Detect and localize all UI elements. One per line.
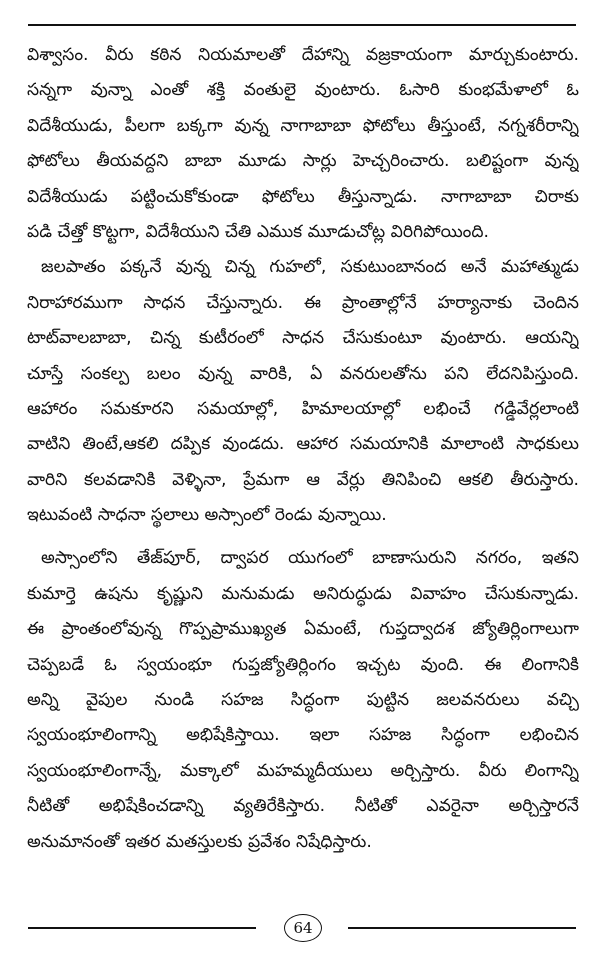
- body-text: [27, 38, 579, 860]
- text-line: నీటితో అభిషేకించడాన్ని వ్యతిరేకిస్తారు. నీటితో ఎవరైనా అర్చిస్తారనే: [27, 796, 579, 817]
- text-line: నిరాహారముగా సాధన చేస్తున్నారు. ఈ ప్రాంతాల్లోనే హర్యానాకు చెందిన: [27, 292, 579, 313]
- paragraph-1: [27, 38, 579, 250]
- text-line: అస్సాంలోని తేజ్‌పూర్, ద్వాపర యుగంలో బాణాసురుని నగరం, ఇతని: [41, 548, 579, 569]
- text-line: కుమార్తె ఉషను కృష్ణుని మనుమడు అనిరుద్ధుడు వివాహం చేసుకున్నాడు.: [27, 583, 579, 604]
- text-line: జలపాతం పక్కనే వున్న చిన్న గుహలో, సకుటుంబానంద అనే మహాత్ముడు: [41, 257, 579, 278]
- text-line: సన్నగా వున్నా ఎంతో శక్తి వంతులై వుంటారు. ఓసారి కుంభమేళాలో ఓ: [27, 80, 579, 101]
- text-line: విదేశీయుడు, పీలగా బక్కగా వున్న నాగాబాబా ఫోటోలు తీస్తుంటే, నగ్నశరీరాన్ని: [27, 115, 579, 136]
- text-line: టాట్‌వాలబాబా, చిన్న కుటీరంలో సాధన చేసుకుంటూ వుంటారు. ఆయన్ని: [27, 328, 579, 349]
- text-line: విశ్వాసం. వీరు కఠిన నియమాలతో దేహాన్ని వజ్రకాయంగా మార్చుకుంటారు.: [27, 45, 579, 65]
- page-number: 64: [284, 914, 322, 942]
- text-line: అన్ని వైపుల నుండి సహజ సిద్ధంగా పుట్టిన జలవనరులు వచ్చి: [27, 690, 579, 711]
- text-line: ఆహారం సమకూరని సమయాల్లో, హిమాలయాల్లో లభించే గడ్డివేర్లలాంటి: [27, 398, 579, 419]
- text-line: విదేశీయుడు పట్టించుకోకుండా ఫోటోలు తీస్తున్నాడు. నాగాబాబా చిరాకు: [27, 186, 579, 207]
- paragraph-3: [27, 541, 579, 860]
- text-line: ఇటువంటి సాధనా స్థలాలు అస్సాంలో రెండు వున్నాయి.: [27, 505, 387, 526]
- text-line: చెప్పబడే ఓ స్వయంభూ గుప్తజ్యోతిర్లింగం ఇచ్చట వుంది. ఈ లింగానికి: [27, 654, 579, 675]
- text-line: వారిని కలవడానికి వెళ్ళినా, ప్రేమగా ఆ వేర్లు తినిపించి ఆకలి తీరుస్తారు.: [27, 469, 579, 490]
- text-line: పడి చేత్తో కొట్టగా, విదేశీయుని చేతి ఎముక మూడుచోట్ల విరిగిపోయింది.: [27, 221, 489, 242]
- footer-rule-right: [348, 927, 576, 929]
- text-line: స్వయంభూలింగాన్ని అభిషేకిస్తాయి. ఇలా సహజ సిద్ధంగా లభించిన: [27, 725, 579, 746]
- page-footer: [28, 910, 576, 946]
- text-line: అనుమానంతో ఇతర మతస్తులకు ప్రవేశం నిషేధిస్తారు.: [27, 831, 372, 852]
- text-line: చూస్తే సంకల్ప బలం వున్న వారికి, ఏ వనరులతోను పని లేదనిపిస్తుంది.: [27, 363, 579, 384]
- top-rule: [28, 24, 576, 26]
- text-line: స్వయంభూలింగాన్నే, మక్కాలో మహమ్మదీయులు అర్చిస్తారు. వీరు లింగాన్ని: [27, 760, 579, 781]
- text-line: ఈ ప్రాంతంలోవున్న గొప్పప్రాముఖ్యత ఏమంటే, గుప్తద్వాదశ జ్యోతిర్లింగాలుగా: [27, 619, 579, 640]
- text-line: ఫోటోలు తీయవద్దని బాబా మూడు సార్లు హెచ్చరించారు. బలిష్టంగా వున్న: [27, 151, 579, 172]
- footer-rule-left: [28, 927, 256, 929]
- paragraph-2: [27, 250, 579, 533]
- text-line: వాటిని తింటే,ఆకలి దప్పిక వుండదు. ఆహార సమయానికి మాలాంటి సాధకులు: [27, 434, 579, 455]
